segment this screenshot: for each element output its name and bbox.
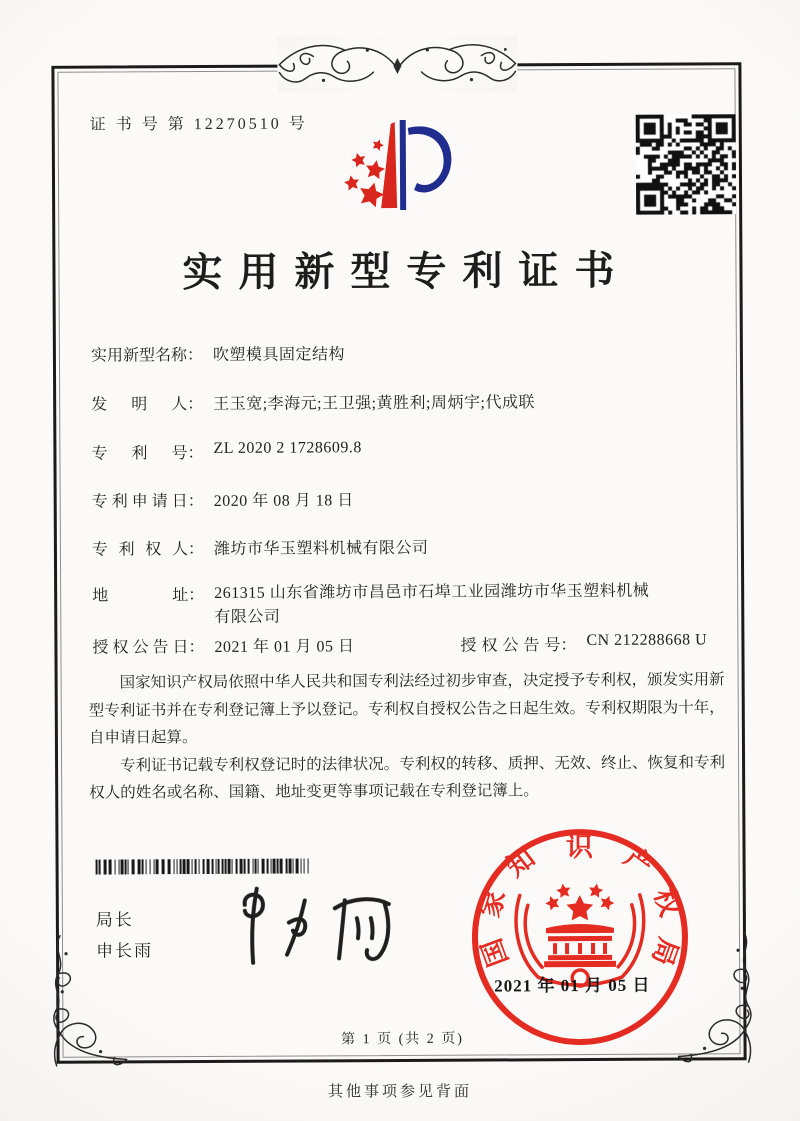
qr-code-icon (636, 114, 737, 215)
svg-text:局: 局 (646, 933, 684, 970)
svg-text:国: 国 (476, 934, 514, 971)
field-grant-number (460, 631, 707, 655)
page-number: 第 1 页 (共 2 页) (341, 1031, 464, 1048)
colon: ： (187, 445, 204, 463)
field-row-address (92, 580, 650, 631)
svg-text:权: 权 (648, 885, 686, 920)
field-row-patent-number (91, 439, 362, 463)
legal-paragraph-1: 国家知识产权局依照中华人民共和国专利法经过初步审查，决定授予专利权，颁发实用新型专利证书并在专利登记簿上予以登记。专利权自授权公告之日起生效。专利权期限为十年，自申请日起算。 (88, 671, 725, 747)
legal-text (89, 666, 726, 807)
colon: ： (186, 347, 203, 365)
flourish-icon (30, 933, 131, 1074)
bottom-left-flourish-ornament (30, 933, 131, 1074)
field-label: 实用新型名称 (90, 347, 187, 365)
colon: ： (188, 587, 205, 605)
field-label: 地址 (92, 587, 189, 605)
field-value: CN 212288668 U (586, 631, 708, 650)
field-value: 吹塑模具固定结构 (212, 346, 345, 364)
colon: ： (188, 639, 205, 657)
qr-code (636, 114, 737, 220)
svg-text:产: 产 (618, 841, 659, 882)
field-row-inventors (91, 389, 535, 414)
seal-icon (467, 824, 692, 1049)
svg-text:知: 知 (500, 842, 541, 883)
field-row-name (91, 341, 345, 365)
svg-text:家: 家 (474, 886, 512, 921)
field-value: 潍坊市华玉塑料机械有限公司 (213, 539, 429, 558)
field-label: 授权公告号 (460, 637, 561, 655)
field-label: 专利权人 (91, 541, 188, 559)
colon: ： (560, 637, 577, 655)
field-row-filing-date (92, 487, 354, 511)
flourish-icon (277, 35, 517, 92)
field-row-patentee (92, 535, 429, 560)
commissioner-signature (227, 870, 413, 981)
seal-date: 2021 年 01 月 05 日 (494, 975, 651, 996)
colon: ： (187, 396, 204, 414)
colon: ： (187, 493, 204, 511)
field-label: 授权公告日 (92, 639, 189, 657)
field-value: 2020 年 08 月 18 日 (213, 492, 354, 510)
cnipa-logo-icon (331, 98, 487, 231)
back-side-note: 其他事项参见背面 (327, 1084, 472, 1100)
field-value: ZL 2020 2 1728609.8 (213, 439, 362, 457)
cnipa-logo (331, 98, 487, 236)
legal-paragraph-2: 专利证书记载专利权登记时的法律状况。专利权的转移、质押、无效、终止、恢复和专利权人的姓名或名称、国籍、地址变更等事项记载在专利登记簿上。 (89, 753, 726, 802)
field-row-grant (92, 631, 732, 657)
colon: ： (187, 541, 204, 559)
signer-title: 局长 (95, 910, 134, 930)
field-value: 王玉宽;李海元;王卫强;黄胜利;周炳宇;代成联 (213, 394, 535, 413)
svg-text:识: 识 (565, 831, 594, 863)
certificate-number: 证 书 号 第 12270510 号 (89, 115, 308, 134)
field-label: 专利号 (91, 445, 188, 463)
top-center-flourish-ornament (277, 35, 517, 92)
field-value: 2021 年 01 月 05 日 (214, 638, 355, 656)
field-label: 发明人 (91, 396, 188, 414)
field-value: 261315 山东省潍坊市昌邑市石埠工业园潍坊市华玉塑料机械有限公司 (214, 582, 650, 626)
field-label: 专利申请日 (91, 493, 188, 511)
certificate-title: 实用新型专利证书 (182, 247, 631, 296)
signature-icon (227, 870, 413, 976)
signer-name: 申长雨 (95, 941, 154, 961)
official-seal (467, 824, 692, 1054)
